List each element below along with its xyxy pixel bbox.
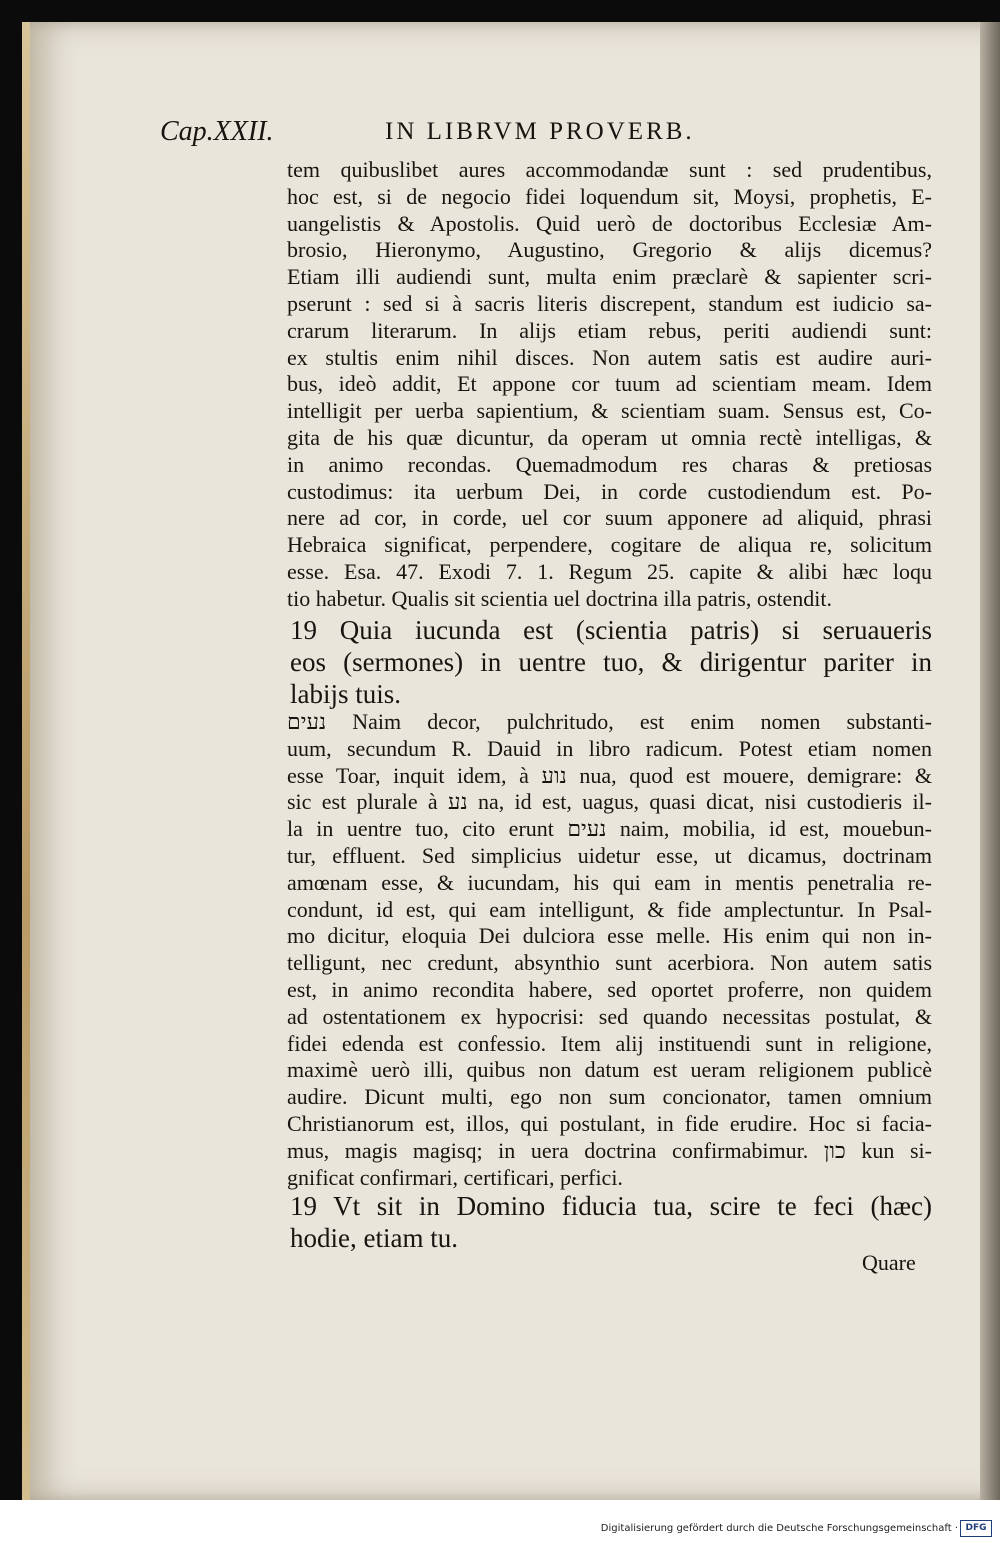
text-line: eos (sermones) in uentre tuo, & dirigentur pariter in (290, 647, 932, 677)
text-line: maximè uerò illi, quibus non datum est ueram religionem publicè (287, 1057, 932, 1083)
text-line: hodie, etiam tu. (290, 1223, 458, 1253)
text-line: audire. Dicunt multi, ego non sum concionator, tamen omnium (287, 1084, 932, 1110)
text-line: pserunt : sed si à sacris literis discrepent, standum est iudicio sa- (287, 290, 932, 316)
text-line: Etiam illi audiendi sunt, multa enim præclarè & sapienter scri- (287, 264, 932, 290)
text-line: esse Toar, inquit idem, à נוע nua, quod est mouere, demigrare: & (287, 762, 932, 788)
text-line: brosio, Hieronymo, Augustino, Gregorio & alijs dicemus? (287, 237, 932, 263)
text-line: tem quibuslibet aures accommodandæ sunt : sed prudentibus, (287, 157, 932, 182)
text-line: tio habetur. Qualis sit scientia uel doctrina illa patris, ostendit. (287, 585, 832, 611)
text-line: fidei edenda est confessio. Item alij instituendi sunt in religione, (287, 1030, 932, 1056)
text-line: nere ad cor, in corde, uel cor suum apponere ad aliquid, phrasi (287, 505, 932, 531)
text-line: bus, ideò addit, Et appone cor tuum ad scientiam meam. Idem (287, 371, 932, 397)
running-title: IN LIBRVM PROVERB. (385, 118, 695, 145)
running-header (160, 116, 800, 150)
verse-19-text (290, 614, 932, 710)
text-line: labijs tuis. (290, 679, 402, 709)
text-line: crarum literarum. In alijs etiam rebus, periti audiendi sunt: (287, 317, 932, 343)
text-line: 19 Vt sit in Domino fiducia tua, scire te feci (hæc) (290, 1191, 932, 1221)
text-line: amœnam esse, & iucundam, his qui eam in mentis penetralia re- (287, 869, 932, 895)
text-line: Christianorum est, illos, qui postulant, in fide erudire. Hoc si facia- (287, 1110, 932, 1136)
text-line: ex stultis enim nihil disces. Non autem satis est audire auri- (287, 344, 932, 370)
text-line: gnificat confirmari, certificari, perfici. (287, 1164, 623, 1190)
text-line: ad ostentationem ex hypocrisi: sed quando necessitas postulat, & (287, 1003, 932, 1029)
text-line: uum, secundum R. Dauid in libro radicum. Potest etiam nomen (287, 735, 932, 761)
page-edge (22, 22, 30, 1500)
text-line: 19 Quia iucunda est (scientia patris) si seruaueris (290, 615, 932, 645)
text-line: est, in animo recondita habere, sed oportet proferre, non quidem (287, 976, 932, 1002)
dfg-logo: DFG (960, 1520, 992, 1537)
verse-19b-text (290, 1190, 932, 1254)
text-line: uangelistis & Apostolis. Quid uerò de doctoribus Ecclesiæ Am- (287, 210, 932, 236)
text-line: esse. Esa. 47. Exodi 7. 1. Regum 25. capite & alibi hæc loqu (287, 558, 932, 584)
text-line: hoc est, si de negocio fidei loquendum sit, Moysi, prophetis, E- (287, 183, 932, 209)
text-line: la in uentre tuo, cito erunt נעים naim, mobilia, id est, mouebun- (287, 816, 932, 842)
text-line: custodimus: ita uerbum Dei, in corde custodiendum est. Po- (287, 478, 932, 504)
digitization-credit: Digitalisierung gefördert durch die Deutsche Forschungsgemeinschaft · (600, 1523, 958, 1534)
text-line: telligunt, nec credunt, absynthio sunt acerbiora. Non autem satis (287, 950, 932, 976)
text-line: in animo recondas. Quemadmodum res charas & pretiosas (287, 451, 932, 477)
text-line: sic est plurale à נע na, id est, uagus, quasi dicat, nisi custodieris il- (287, 789, 932, 815)
chapter-label: Cap.XXII. (160, 116, 274, 147)
commentary-paragraph-1 (287, 157, 932, 613)
text-line: tur, effluent. Sed simplicius uidetur esse, ut dicamus, doctrinam (287, 842, 932, 868)
text-line: נעים Naim decor, pulchritudo, est enim nomen substanti- (287, 709, 932, 734)
book-gutter (980, 22, 1000, 1500)
text-line: intelligit per uerba sapientium, & scientiam suam. Sensus est, Co- (287, 398, 932, 424)
text-line: mus, magis magisq; in uera doctrina confirmabimur. כון kun si- (287, 1137, 932, 1163)
catchword: Quare (862, 1250, 916, 1275)
text-line: mo dicitur, eloquia Dei dulciora esse melle. His enim qui non in- (287, 923, 932, 949)
text-line: Hebraica significat, perpendere, cogitare de aliqua re, solicitum (287, 532, 932, 558)
footer-bar (0, 1500, 1000, 1543)
text-line: gita de his quæ dicuntur, da operam ut omnia rectè intelligas, & (287, 424, 932, 450)
commentary-paragraph-2 (287, 709, 932, 1191)
text-line: condunt, id est, qui eam intelligunt, & fide amplectuntur. In Psal- (287, 896, 932, 922)
